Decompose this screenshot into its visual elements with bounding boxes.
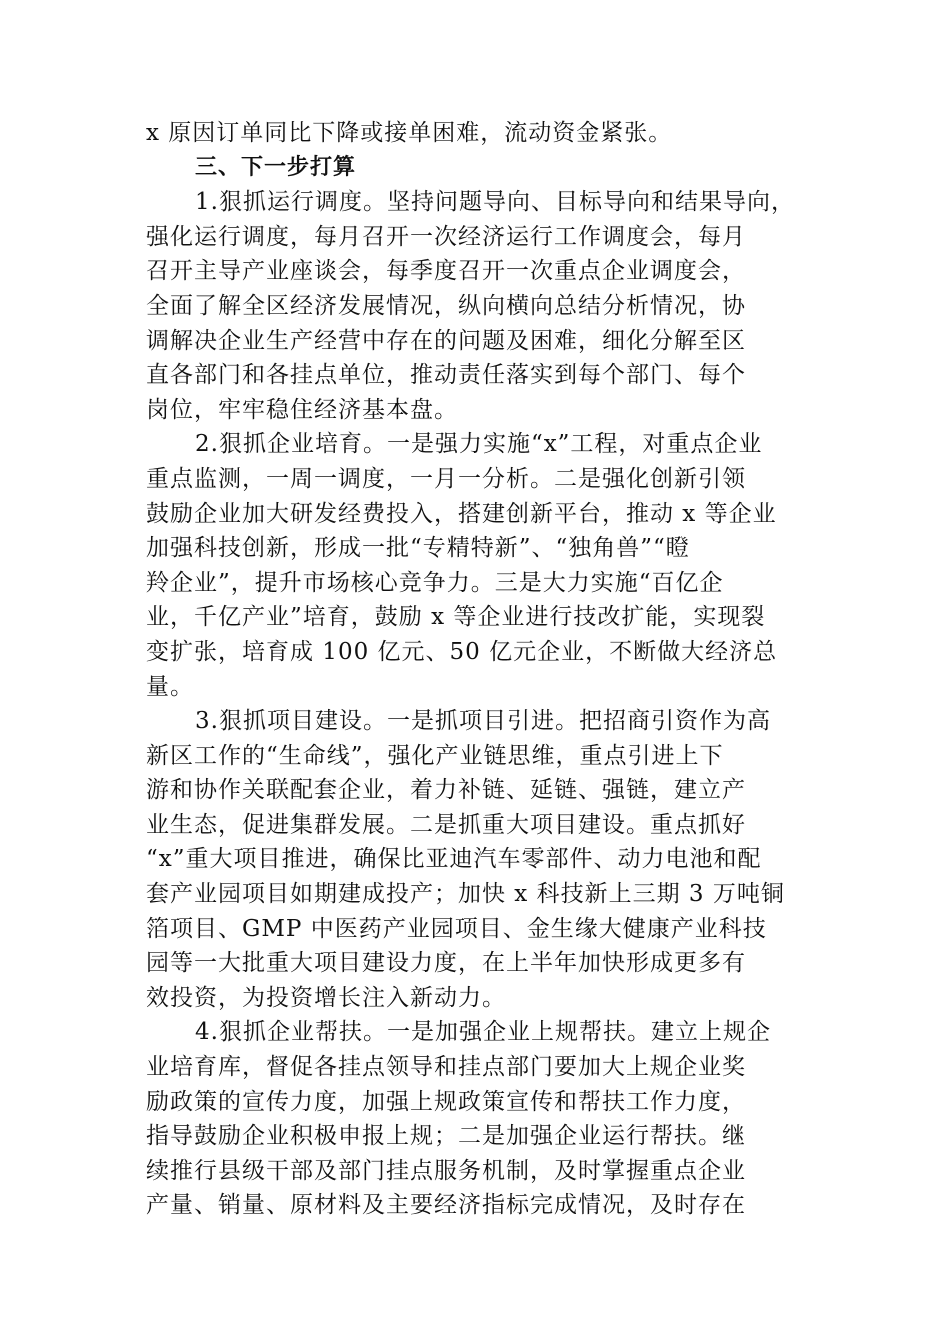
paragraph-line: 直各部门和各挂点单位，推动责任落实到每个部门、每个 xyxy=(146,362,746,389)
paragraph-line: 业生态，促进集群发展。二是抓重大项目建设。重点抓好 xyxy=(146,811,746,838)
paragraph-line: 业，千亿产业”培育，鼓励 x 等企业进行技改扩能，实现裂 xyxy=(146,604,766,631)
paragraph-line: 羚企业”，提升市场核心竞争力。三是大力实施“百亿企 xyxy=(146,569,724,596)
paragraph-line: 4.狠抓企业帮扶。一是加强企业上规帮扶。建立上规企 xyxy=(195,1019,771,1046)
paragraph-item-1 xyxy=(146,185,806,427)
paragraph-line: 鼓励企业加大研发经费投入，搭建创新平台，推动 x 等企业 xyxy=(146,500,777,527)
paragraph-line: “x”重大项目推进，确保比亚迪汽车零部件、动力电池和配 xyxy=(146,846,762,873)
paragraph-line: 游和协作关联配套企业，着力补链、延链、强链，建立产 xyxy=(146,777,746,804)
paragraph-line: 套产业园项目如期建成投产；加快 x 科技新上三期 3 万吨铜 xyxy=(146,881,785,908)
paragraph-item-3 xyxy=(146,704,806,1015)
paragraph-line: 效投资，为投资增长注入新动力。 xyxy=(146,984,506,1011)
paragraph-line: 召开主导产业座谈会，每季度召开一次重点企业调度会， xyxy=(146,258,746,285)
paragraph-line: 励政策的宣传力度，加强上规政策宣传和帮扶工作力度， xyxy=(146,1088,746,1115)
paragraph-line: 3.狠抓项目建设。一是抓项目引进。把招商引资作为高 xyxy=(195,708,771,735)
paragraph-line: 新区工作的“生命线”，强化产业链思维，重点引进上下 xyxy=(146,742,724,769)
paragraph-line: 指导鼓励企业积极申报上规；二是加强企业运行帮扶。继 xyxy=(146,1123,746,1150)
paragraph-line: 续推行县级干部及部门挂点服务机制，及时掌握重点企业 xyxy=(146,1157,746,1184)
paragraph-line: 2.狠抓企业培育。一是强力实施“x”工程，对重点企业 xyxy=(195,431,763,458)
paragraph-line: 全面了解全区经济发展情况，纵向横向总结分析情况，协 xyxy=(146,292,746,319)
paragraph-line: 重点监测，一周一调度，一月一分析。二是强化创新引领 xyxy=(146,465,746,492)
paragraph-line: 业培育库，督促各挂点领导和挂点部门要加大上规企业奖 xyxy=(146,1054,746,1081)
section-heading: 三、下一步打算 xyxy=(195,154,357,180)
paragraph-line: 量。 xyxy=(146,673,194,700)
paragraph-item-2 xyxy=(146,427,806,704)
paragraph-line: 强化运行调度，每月召开一次经济运行工作调度会，每月 xyxy=(146,223,746,250)
paragraph-line: 园等一大批重大项目建设力度，在上半年加快形成更多有 xyxy=(146,950,746,977)
continuation-line: x 原因订单同比下降或接单困难，流动资金紧张。 xyxy=(146,120,673,146)
paragraph-item-4 xyxy=(146,1015,806,1223)
paragraph-line: 岗位，牢牢稳住经济基本盘。 xyxy=(146,396,458,423)
paragraph-line: 箔项目、GMP 中医药产业园项目、金生缘大健康产业科技 xyxy=(146,915,767,942)
paragraph-line: 加强科技创新，形成一批“专精特新”、“独角兽”“瞪 xyxy=(146,535,690,562)
document-body xyxy=(146,116,806,1223)
paragraph-line: 1.狠抓运行调度。坚持问题导向、目标导向和结果导向， xyxy=(195,189,795,216)
paragraph-line: 调解决企业生产经营中存在的问题及困难，细化分解至区 xyxy=(146,327,746,354)
paragraph-line: 变扩张，培育成 100 亿元、50 亿元企业，不断做大经济总 xyxy=(146,638,778,665)
paragraph-line: 产量、销量、原材料及主要经济指标完成情况，及时存在 xyxy=(146,1192,746,1219)
